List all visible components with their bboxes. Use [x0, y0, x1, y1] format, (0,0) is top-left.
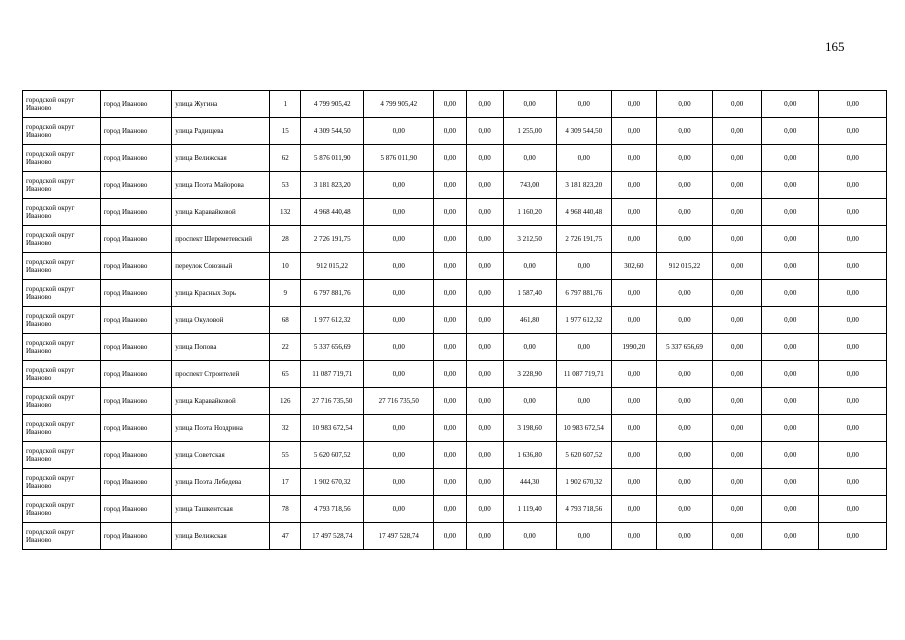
value-cell: 17 497 528,74 [364, 523, 434, 550]
value-cell: 0,00 [762, 388, 819, 415]
street-cell: улица Поэта Ноздрина [172, 415, 270, 442]
house-number-cell: 1 [270, 91, 301, 118]
value-cell: 0,00 [556, 253, 611, 280]
value-cell: 0,00 [713, 253, 762, 280]
value-cell: 0,00 [503, 253, 556, 280]
value-cell: 0,00 [364, 361, 434, 388]
value-cell: 0,00 [611, 442, 656, 469]
total-cost-cell: 5 337 656,69 [301, 334, 364, 361]
table-row [23, 280, 887, 307]
table-row [23, 469, 887, 496]
value-cell: 10 983 672,54 [556, 415, 611, 442]
value-cell: 0,00 [611, 199, 656, 226]
value-cell: 0,00 [656, 415, 712, 442]
value-cell: 0,00 [819, 334, 887, 361]
value-cell: 0,00 [503, 91, 556, 118]
value-cell: 0,00 [656, 226, 712, 253]
value-cell: 0,00 [713, 118, 762, 145]
house-number-cell: 47 [270, 523, 301, 550]
street-cell: улица Попова [172, 334, 270, 361]
value-cell: 0,00 [466, 280, 503, 307]
value-cell: 0,00 [656, 523, 712, 550]
table-row [23, 334, 887, 361]
value-cell: 0,00 [819, 145, 887, 172]
total-cost-cell: 912 015,22 [301, 253, 364, 280]
value-cell: 0,00 [713, 469, 762, 496]
value-cell: 0,00 [434, 280, 467, 307]
total-cost-cell: 1 902 670,32 [301, 469, 364, 496]
value-cell: 5 876 011,90 [364, 145, 434, 172]
value-cell: 0,00 [611, 145, 656, 172]
table-row [23, 91, 887, 118]
settlement-cell: город Иваново [100, 442, 172, 469]
street-cell: улица Жугина [172, 91, 270, 118]
table-body [23, 91, 887, 550]
value-cell: 0,00 [434, 307, 467, 334]
value-cell: 0,00 [466, 361, 503, 388]
value-cell: 0,00 [434, 253, 467, 280]
value-cell: 1 587,40 [503, 280, 556, 307]
value-cell: 0,00 [556, 388, 611, 415]
municipality-cell: городской округ Иваново [23, 118, 101, 145]
total-cost-cell: 4 793 718,56 [301, 496, 364, 523]
municipality-cell: городской округ Иваново [23, 523, 101, 550]
value-cell: 0,00 [762, 469, 819, 496]
value-cell: 0,00 [819, 118, 887, 145]
value-cell: 0,00 [434, 172, 467, 199]
value-cell: 0,00 [819, 226, 887, 253]
street-cell: улица Поэта Майорова [172, 172, 270, 199]
value-cell: 0,00 [713, 361, 762, 388]
value-cell: 0,00 [713, 388, 762, 415]
house-number-cell: 65 [270, 361, 301, 388]
value-cell: 0,00 [656, 361, 712, 388]
settlement-cell: город Иваново [100, 172, 172, 199]
value-cell: 0,00 [819, 307, 887, 334]
value-cell: 3 198,60 [503, 415, 556, 442]
settlement-cell: город Иваново [100, 334, 172, 361]
value-cell: 0,00 [364, 199, 434, 226]
street-cell: улица Окуловой [172, 307, 270, 334]
table-row [23, 442, 887, 469]
value-cell: 0,00 [434, 388, 467, 415]
value-cell: 4 799 905,42 [364, 91, 434, 118]
value-cell: 0,00 [434, 415, 467, 442]
value-cell: 0,00 [656, 145, 712, 172]
value-cell: 0,00 [364, 118, 434, 145]
value-cell: 0,00 [364, 496, 434, 523]
table-row [23, 253, 887, 280]
municipality-cell: городской округ Иваново [23, 415, 101, 442]
value-cell: 0,00 [466, 388, 503, 415]
value-cell: 0,00 [556, 145, 611, 172]
value-cell: 0,00 [819, 253, 887, 280]
value-cell: 4 793 718,56 [556, 496, 611, 523]
value-cell: 0,00 [466, 523, 503, 550]
value-cell: 912 015,22 [656, 253, 712, 280]
value-cell: 0,00 [819, 199, 887, 226]
value-cell: 0,00 [434, 442, 467, 469]
house-number-cell: 68 [270, 307, 301, 334]
value-cell: 0,00 [611, 415, 656, 442]
value-cell: 3 212,50 [503, 226, 556, 253]
municipality-cell: городской округ Иваново [23, 469, 101, 496]
value-cell: 0,00 [434, 334, 467, 361]
house-number-cell: 10 [270, 253, 301, 280]
settlement-cell: город Иваново [100, 199, 172, 226]
value-cell: 0,00 [434, 523, 467, 550]
value-cell: 0,00 [434, 361, 467, 388]
total-cost-cell: 2 726 191,75 [301, 226, 364, 253]
value-cell: 0,00 [466, 253, 503, 280]
value-cell: 0,00 [556, 523, 611, 550]
value-cell: 0,00 [713, 199, 762, 226]
house-number-cell: 15 [270, 118, 301, 145]
value-cell: 1 902 670,32 [556, 469, 611, 496]
value-cell: 0,00 [364, 442, 434, 469]
municipality-cell: городской округ Иваново [23, 145, 101, 172]
value-cell: 0,00 [434, 496, 467, 523]
value-cell: 0,00 [819, 469, 887, 496]
value-cell: 0,00 [466, 226, 503, 253]
value-cell: 0,00 [611, 172, 656, 199]
value-cell: 0,00 [611, 388, 656, 415]
value-cell: 0,00 [656, 469, 712, 496]
value-cell: 0,00 [819, 280, 887, 307]
value-cell: 0,00 [434, 469, 467, 496]
table-row [23, 172, 887, 199]
value-cell: 0,00 [466, 469, 503, 496]
value-cell: 0,00 [656, 118, 712, 145]
value-cell: 0,00 [466, 496, 503, 523]
value-cell: 0,00 [611, 307, 656, 334]
value-cell: 0,00 [762, 145, 819, 172]
total-cost-cell: 4 799 905,42 [301, 91, 364, 118]
municipality-cell: городской округ Иваново [23, 199, 101, 226]
value-cell: 0,00 [713, 523, 762, 550]
settlement-cell: город Иваново [100, 415, 172, 442]
value-cell: 0,00 [434, 91, 467, 118]
value-cell: 0,00 [611, 523, 656, 550]
house-number-cell: 126 [270, 388, 301, 415]
value-cell: 0,00 [762, 172, 819, 199]
value-cell: 27 716 735,50 [364, 388, 434, 415]
settlement-cell: город Иваново [100, 307, 172, 334]
municipality-cell: городской округ Иваново [23, 334, 101, 361]
total-cost-cell: 17 497 528,74 [301, 523, 364, 550]
value-cell: 0,00 [713, 307, 762, 334]
municipality-cell: городской округ Иваново [23, 307, 101, 334]
street-cell: улица Каравайковой [172, 199, 270, 226]
value-cell: 0,00 [656, 91, 712, 118]
total-cost-cell: 4 309 544,50 [301, 118, 364, 145]
value-cell: 0,00 [819, 415, 887, 442]
house-number-cell: 78 [270, 496, 301, 523]
value-cell: 0,00 [656, 199, 712, 226]
municipality-cell: городской округ Иваново [23, 442, 101, 469]
total-cost-cell: 4 968 440,48 [301, 199, 364, 226]
value-cell: 11 087 719,71 [556, 361, 611, 388]
total-cost-cell: 27 716 735,50 [301, 388, 364, 415]
value-cell: 0,00 [656, 388, 712, 415]
page-number: 165 [825, 39, 845, 54]
value-cell: 0,00 [819, 496, 887, 523]
value-cell: 0,00 [364, 226, 434, 253]
municipality-cell: городской округ Иваново [23, 388, 101, 415]
value-cell: 0,00 [819, 388, 887, 415]
value-cell: 0,00 [762, 307, 819, 334]
street-cell: проспект Шереметевский [172, 226, 270, 253]
value-cell: 2 726 191,75 [556, 226, 611, 253]
value-cell: 0,00 [611, 226, 656, 253]
settlement-cell: город Иваново [100, 361, 172, 388]
value-cell: 0,00 [466, 334, 503, 361]
value-cell: 0,00 [364, 334, 434, 361]
municipality-cell: городской округ Иваново [23, 91, 101, 118]
value-cell: 1 160,20 [503, 199, 556, 226]
value-cell: 0,00 [434, 118, 467, 145]
municipality-cell: городской округ Иваново [23, 172, 101, 199]
total-cost-cell: 5 620 607,52 [301, 442, 364, 469]
table-row [23, 199, 887, 226]
house-number-cell: 9 [270, 280, 301, 307]
table-row [23, 415, 887, 442]
street-cell: проспект Строителей [172, 361, 270, 388]
value-cell: 0,00 [611, 361, 656, 388]
settlement-cell: город Иваново [100, 118, 172, 145]
street-cell: улица Советская [172, 442, 270, 469]
settlement-cell: город Иваново [100, 226, 172, 253]
value-cell: 0,00 [656, 442, 712, 469]
settlement-cell: город Иваново [100, 91, 172, 118]
value-cell: 0,00 [503, 334, 556, 361]
value-cell: 0,00 [611, 469, 656, 496]
value-cell: 0,00 [819, 172, 887, 199]
value-cell: 0,00 [656, 307, 712, 334]
registry-table [22, 90, 887, 550]
street-cell: улица Каравайковой [172, 388, 270, 415]
value-cell: 0,00 [762, 442, 819, 469]
settlement-cell: город Иваново [100, 388, 172, 415]
table-row [23, 118, 887, 145]
house-number-cell: 22 [270, 334, 301, 361]
value-cell: 0,00 [466, 415, 503, 442]
value-cell: 0,00 [713, 145, 762, 172]
value-cell: 0,00 [713, 226, 762, 253]
value-cell: 0,00 [762, 334, 819, 361]
municipality-cell: городской округ Иваново [23, 361, 101, 388]
settlement-cell: город Иваново [100, 253, 172, 280]
house-number-cell: 62 [270, 145, 301, 172]
value-cell: 0,00 [556, 91, 611, 118]
value-cell: 0,00 [762, 91, 819, 118]
value-cell: 0,00 [466, 172, 503, 199]
table-row [23, 361, 887, 388]
table-row [23, 145, 887, 172]
value-cell: 0,00 [611, 91, 656, 118]
value-cell: 0,00 [466, 307, 503, 334]
value-cell: 1990,20 [611, 334, 656, 361]
value-cell: 0,00 [434, 145, 467, 172]
value-cell: 0,00 [713, 496, 762, 523]
value-cell: 743,00 [503, 172, 556, 199]
value-cell: 1 255,00 [503, 118, 556, 145]
value-cell: 0,00 [466, 91, 503, 118]
value-cell: 444,30 [503, 469, 556, 496]
value-cell: 0,00 [762, 199, 819, 226]
house-number-cell: 28 [270, 226, 301, 253]
municipality-cell: городской округ Иваново [23, 280, 101, 307]
value-cell: 0,00 [466, 118, 503, 145]
value-cell: 0,00 [364, 469, 434, 496]
value-cell: 5 337 656,69 [656, 334, 712, 361]
settlement-cell: город Иваново [100, 496, 172, 523]
value-cell: 0,00 [762, 415, 819, 442]
house-number-cell: 132 [270, 199, 301, 226]
street-cell: переулок Союзный [172, 253, 270, 280]
table-row [23, 226, 887, 253]
value-cell: 302,60 [611, 253, 656, 280]
value-cell: 0,00 [713, 334, 762, 361]
street-cell: улица Велижская [172, 145, 270, 172]
value-cell: 0,00 [611, 280, 656, 307]
value-cell: 1 977 612,32 [556, 307, 611, 334]
total-cost-cell: 6 797 881,76 [301, 280, 364, 307]
value-cell: 0,00 [819, 442, 887, 469]
value-cell: 0,00 [656, 280, 712, 307]
value-cell: 0,00 [466, 145, 503, 172]
house-number-cell: 53 [270, 172, 301, 199]
table-row [23, 307, 887, 334]
value-cell: 0,00 [713, 442, 762, 469]
street-cell: улица Ташкентская [172, 496, 270, 523]
total-cost-cell: 10 983 672,54 [301, 415, 364, 442]
house-number-cell: 32 [270, 415, 301, 442]
value-cell: 0,00 [364, 415, 434, 442]
value-cell: 0,00 [762, 361, 819, 388]
value-cell: 0,00 [466, 199, 503, 226]
municipality-cell: городской округ Иваново [23, 496, 101, 523]
total-cost-cell: 5 876 011,90 [301, 145, 364, 172]
value-cell: 0,00 [503, 523, 556, 550]
settlement-cell: город Иваново [100, 280, 172, 307]
value-cell: 0,00 [762, 226, 819, 253]
value-cell: 4 309 544,50 [556, 118, 611, 145]
street-cell: улица Поэта Лебедева [172, 469, 270, 496]
value-cell: 6 797 881,76 [556, 280, 611, 307]
value-cell: 0,00 [656, 496, 712, 523]
street-cell: улица Радищева [172, 118, 270, 145]
value-cell: 0,00 [611, 118, 656, 145]
value-cell: 0,00 [434, 199, 467, 226]
value-cell: 3 181 823,20 [556, 172, 611, 199]
value-cell: 0,00 [713, 91, 762, 118]
settlement-cell: город Иваново [100, 145, 172, 172]
value-cell: 0,00 [762, 253, 819, 280]
value-cell: 0,00 [364, 253, 434, 280]
value-cell: 4 968 440,48 [556, 199, 611, 226]
value-cell: 0,00 [503, 388, 556, 415]
municipality-cell: городской округ Иваново [23, 253, 101, 280]
street-cell: улица Красных Зорь [172, 280, 270, 307]
settlement-cell: город Иваново [100, 469, 172, 496]
total-cost-cell: 11 087 719,71 [301, 361, 364, 388]
total-cost-cell: 1 977 612,32 [301, 307, 364, 334]
house-number-cell: 17 [270, 469, 301, 496]
value-cell: 1 636,80 [503, 442, 556, 469]
value-cell: 0,00 [762, 118, 819, 145]
table-row [23, 523, 887, 550]
value-cell: 0,00 [364, 280, 434, 307]
value-cell: 0,00 [713, 172, 762, 199]
value-cell: 0,00 [713, 415, 762, 442]
value-cell: 0,00 [762, 523, 819, 550]
settlement-cell: город Иваново [100, 523, 172, 550]
municipality-cell: городской округ Иваново [23, 226, 101, 253]
value-cell: 461,80 [503, 307, 556, 334]
value-cell: 0,00 [364, 172, 434, 199]
street-cell: улица Велижская [172, 523, 270, 550]
table-row [23, 388, 887, 415]
value-cell: 0,00 [819, 523, 887, 550]
value-cell: 0,00 [713, 280, 762, 307]
value-cell: 0,00 [556, 334, 611, 361]
value-cell: 0,00 [364, 307, 434, 334]
value-cell: 3 228,90 [503, 361, 556, 388]
value-cell: 0,00 [762, 496, 819, 523]
value-cell: 0,00 [819, 361, 887, 388]
house-number-cell: 55 [270, 442, 301, 469]
value-cell: 0,00 [762, 280, 819, 307]
value-cell: 5 620 607,52 [556, 442, 611, 469]
value-cell: 0,00 [466, 442, 503, 469]
value-cell: 0,00 [656, 172, 712, 199]
value-cell: 0,00 [434, 226, 467, 253]
value-cell: 0,00 [819, 91, 887, 118]
value-cell: 0,00 [503, 145, 556, 172]
table-row [23, 496, 887, 523]
total-cost-cell: 3 181 823,20 [301, 172, 364, 199]
value-cell: 1 119,40 [503, 496, 556, 523]
value-cell: 0,00 [611, 496, 656, 523]
